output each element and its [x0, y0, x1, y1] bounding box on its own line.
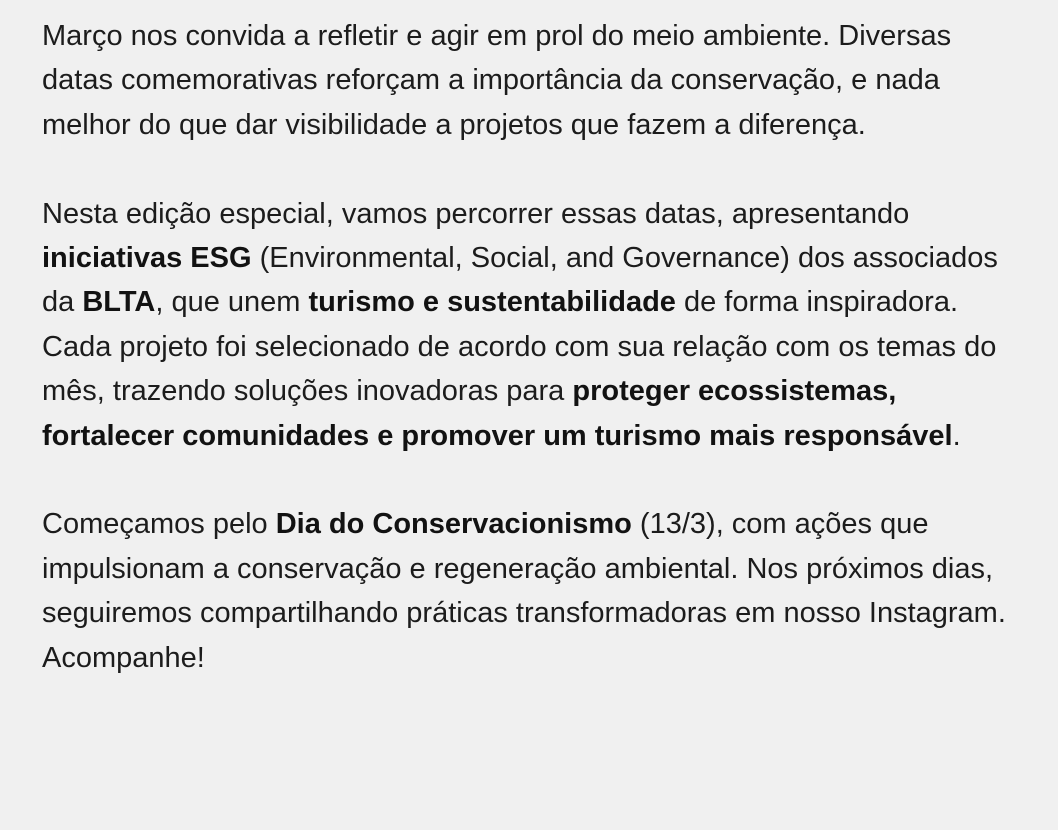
bold-text-run: Dia do Conservacionismo: [275, 508, 632, 541]
bold-text-run: iniciativas ESG: [42, 242, 252, 275]
text-run: Nesta edição especial, vamos percorrer essas datas, apresentando: [42, 197, 910, 230]
text-run: Começamos pelo: [42, 508, 276, 541]
bold-text-run: BLTA: [82, 286, 156, 319]
text-run: (Environmental, Social, and Governance) dos associados da: [42, 242, 998, 319]
text-run: Março nos convida a refletir e agir em prol do meio ambiente. Diversas datas comemorativas reforçam a importância da conservação, e nada melhor do que dar visibilidade a projetos que fazem a diferença.: [42, 20, 952, 141]
bold-text-run: turismo e sustentabilidade: [308, 286, 676, 319]
bold-text-run: proteger ecossistemas, fortalecer comunidades e promover um turismo mais responsável: [42, 375, 953, 452]
paragraph-esg-initiatives: [42, 192, 1022, 458]
text-run: de forma inspiradora. Cada projeto foi selecionado de acordo com sua relação com os temas do mês, trazendo soluções inovadoras para: [42, 286, 997, 408]
text-run: (13/3), com ações que impulsionam a conservação e regeneração ambiental. Nos próximos dias, seguiremos compartilhando práticas transformadoras em nosso Instagram. Acompanhe!: [42, 508, 1006, 674]
paragraph-conservation-day: [42, 502, 1022, 680]
paragraph-intro: [42, 14, 1022, 147]
text-run: .: [952, 419, 961, 452]
text-run: , que unem: [155, 286, 309, 319]
